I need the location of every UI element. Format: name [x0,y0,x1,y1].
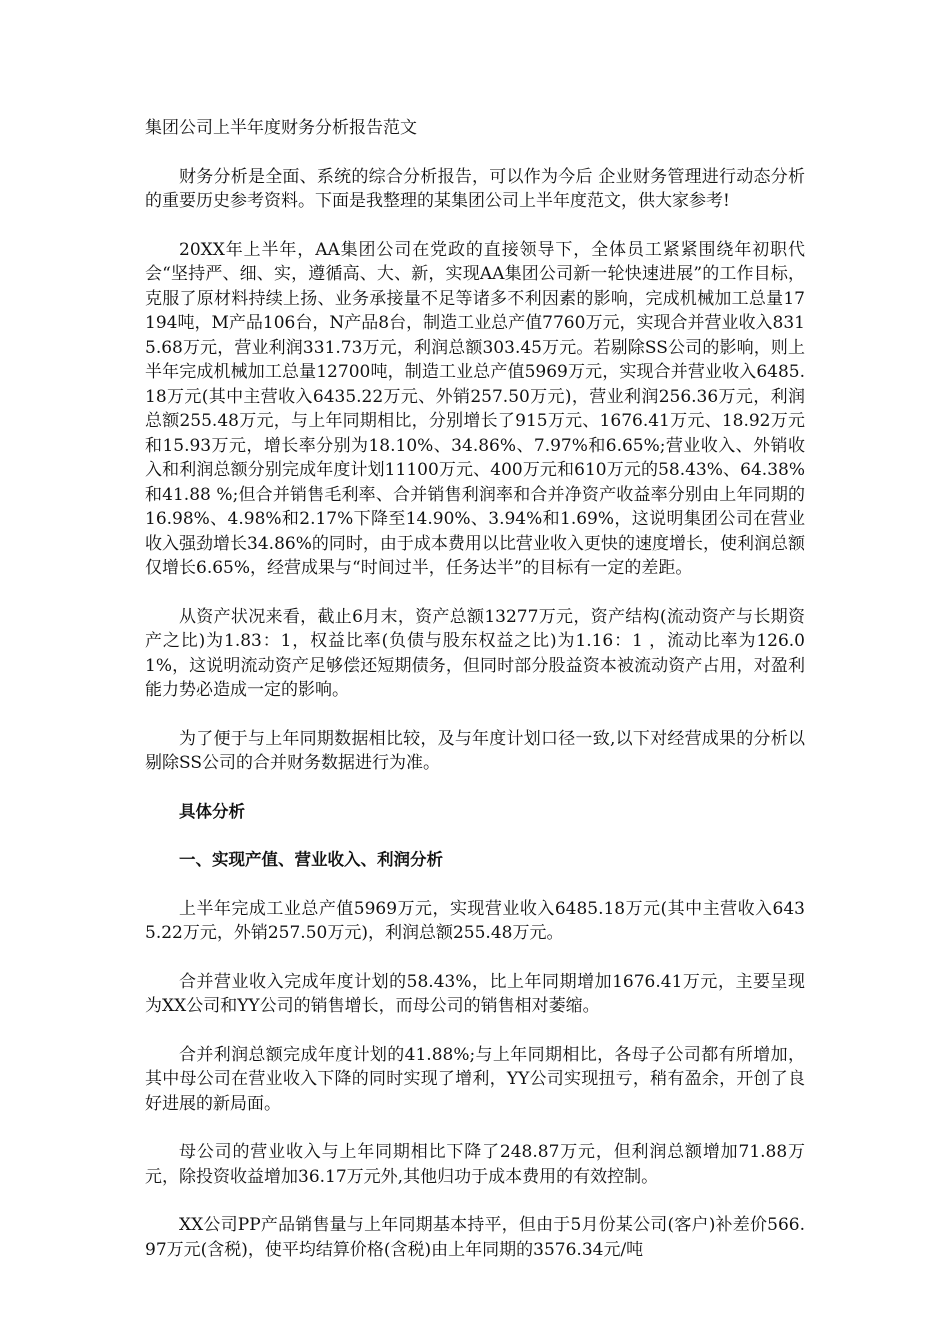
section-heading: 具体分析 [179,801,245,821]
overview-paragraph: 20XX年上半年，AA集团公司在党政的直接领导下，全体员工紧紧围绕年初职代会“坚持严、细、实，遵循高、大、新，实现AA集团公司新一轮快速进展”的工作目标，克服了原材料持续上扬、业务承接量不足等诸多不利因素的影响，完成机械加工总量17194吨，M产品106台，N产品8台，制造工业总产值7760万元，实现合并营业收入8315.68万元，营业利润331.73万元，利润总额303.45万元。若剔除SS公司的影响，则上半年完成机械加工总量12700吨，制造工业总产值5969万元，实现合并营业收入6485.18万元(其中主营收入6435.22万元、外销257.50万元)，营业利润256.36万元，利润总额255.48万元，与上年同期相比，分别增长了915万元、1676.41万元、18.92万元和15.93万元，增长率分别为18.10%、34.86%、7.97%和6.65%;营业收入、外销收入和利润总额分别完成年度计划11100万元、400万元和610万元的58.43%、64.38%和41.88 %;但合并销售毛利率、合并销售利润率和合并净资产收益率分别由上年同期的16.98%、4.98%和2.17%下降至14.90%、3.94%和1.69%，这说明集团公司在营业收入强劲增长34.86%的同时，由于成本费用以比营业收入更快的速度增长，使利润总额仅增长6.65%，经营成果与“时间过半，任务达半”的目标有一定的差距。 [145,239,805,578]
profit-paragraph: 合并利润总额完成年度计划的41.88%;与上年同期相比，各母子公司都有所增加，其中母公司在营业收入下降的同时实现了增利，YY公司实现扭亏，稍有盈余，开创了良好进展的新局面。 [145,1044,805,1114]
intro-paragraph: 财务分析是全面、系统的综合分析报告，可以作为今后 企业财务管理进行动态分析的重要历史参考资料。下面是我整理的某集团公司上半年度范文，供大家参考! [145,166,805,211]
xx-company-paragraph: XX公司PP产品销售量与上年同期基本持平，但由于5月份某公司(客户)补差价566.97万元(含税)，使平均结算价格(含税)由上年同期的3576.34元/吨 [145,1215,805,1260]
output-paragraph: 上半年完成工业总产值5969万元，实现营业收入6485.18万元(其中主营收入6435.22万元，外销257.50万元)，利润总额255.48万元。 [145,898,805,943]
asset-paragraph: 从资产状况来看，截止6月末，资产总额13277万元，资产结构(流动资产与长期资产之比)为1.83：1，权益比率(负债与股东权益之比)为1.16：1 ，流动比率为126.01%，这说明流动资产足够偿还短期债务，但同时部分股益资本被流动资产占用，对盈利能力势必造成一定的影响。 [145,606,805,700]
basis-paragraph: 为了便于与上年同期数据相比较，及与年度计划口径一致,以下对经营成果的分析以剔除SS公司的合并财务数据进行为准。 [145,728,805,773]
parent-company-paragraph: 母公司的营业收入与上年同期相比下降了248.87万元，但利润总额增加71.88万元，除投资收益增加36.17万元外,其他归功于成本费用的有效控制。 [145,1142,805,1187]
document-title: 集团公司上半年度财务分析报告范文 [145,118,417,138]
subsection-heading: 一、实现产值、营业收入、利润分析 [179,850,443,869]
revenue-paragraph: 合并营业收入完成年度计划的58.43%，比上年同期增加1676.41万元，主要呈现为XX公司和YY公司的销售增长，而母公司的销售相对萎缩。 [145,971,805,1016]
document-page [145,116,805,1286]
